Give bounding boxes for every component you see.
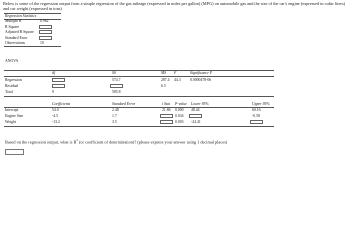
- anova-residual-label: Residual: [5, 84, 19, 88]
- anova-rule-bottom: [4, 96, 274, 97]
- coef-engine-p: 0.034: [175, 114, 184, 118]
- coef-weight-p: 0.003: [175, 120, 184, 124]
- coef-engine-lower-blank: [189, 114, 202, 118]
- coef-header-lower: Lower 95%: [191, 102, 209, 106]
- coef-weight-t-blank: [160, 120, 173, 124]
- r-square-label: R Square: [5, 24, 20, 29]
- multiple-r-value: 0.962: [40, 19, 49, 23]
- anova-header-ms: MS: [161, 71, 167, 75]
- coef-header-coef: Coefficients: [52, 102, 71, 106]
- anova-regression-ss: 574.7: [112, 78, 121, 82]
- question-text: [5, 138, 227, 144]
- coef-intercept-se: 2.48: [112, 108, 119, 112]
- coef-engine-coef: -4.5: [52, 114, 59, 118]
- adj-r-square-blank: [39, 30, 52, 34]
- question-sup: 2: [76, 138, 78, 142]
- anova-title: ANOVA: [5, 59, 19, 63]
- coef-intercept-p: 0.000: [175, 108, 184, 112]
- anova-regression-ms: 287.4: [161, 78, 170, 82]
- observations-value: 10: [40, 41, 44, 45]
- coef-engine-se: 1.7: [112, 114, 117, 118]
- problem-intro: Below is some of the regression output from a simple regression of the gas mileage (expressed in miles per gallon) (MPG) on automobile gas and the size of the car's engine (expressed in cubic liters) and car weight (expressed in tons): [3, 1, 346, 12]
- observations-label: Observations: [5, 41, 26, 45]
- anova-header-ss: SS: [112, 71, 116, 75]
- anova-header-sig: Significance F: [190, 71, 213, 75]
- anova-residual-ss-blank: [110, 84, 123, 88]
- anova-regression-label: Regression: [5, 78, 22, 82]
- question-before: Based on the regression output, what is R: [5, 139, 77, 145]
- anova-residual-df-blank: [52, 84, 65, 88]
- coef-intercept-lower: 48.44: [191, 108, 200, 112]
- reg-stats-rule-bottom: [4, 46, 61, 47]
- coef-engine-t-blank: [160, 114, 173, 118]
- anova-regression-df-blank: [52, 78, 65, 82]
- anova-regression-sig: 0.0000478-06: [190, 78, 212, 82]
- coef-header-t: t Stat: [162, 102, 170, 106]
- anova-total-df: 9: [52, 90, 54, 94]
- coef-header-p: P-value: [175, 102, 187, 106]
- coef-intercept-coef: 54.0: [52, 108, 59, 112]
- coef-header-se: Standard Error: [112, 102, 136, 106]
- multiple-r-label: Multiple R: [5, 19, 22, 23]
- coef-rule-mid: [4, 107, 274, 108]
- coef-intercept-upper: 60.16: [252, 108, 261, 112]
- question-after: (or coefficient of determination)? (please express your answer using 1 decimal places): [77, 139, 228, 145]
- coef-intercept-label: Intercept: [5, 108, 19, 112]
- reg-stats-title: Regression Statistics: [5, 14, 37, 18]
- coef-weight-lower: -24.41: [191, 120, 201, 124]
- r-square-blank: [39, 25, 52, 29]
- std-error-blank: [39, 36, 52, 40]
- coef-engine-label: Engine Size: [5, 114, 24, 118]
- std-error-label: Standard Error: [5, 35, 28, 40]
- coef-weight-upper-blank: [250, 120, 263, 124]
- anova-residual-ms: 6.5: [161, 84, 166, 88]
- anova-total-label: Total: [5, 90, 13, 94]
- coef-weight-se: 3.5: [112, 120, 117, 124]
- anova-header-f: F: [174, 71, 177, 75]
- anova-rule-top: [4, 70, 274, 71]
- anova-rule-mid: [4, 76, 274, 77]
- coef-intercept-t: 21.86: [162, 108, 171, 112]
- coef-header-upper: Upper 95%: [252, 102, 270, 106]
- coef-engine-upper: -0.58: [252, 114, 260, 118]
- coef-weight-coef: -13.2: [52, 120, 60, 124]
- anova-total-ss: 585.8: [112, 90, 121, 94]
- anova-regression-f: 44.3: [174, 78, 181, 82]
- coef-rule-bottom: [4, 126, 274, 127]
- anova-header-df: df: [52, 71, 55, 75]
- answer-input[interactable]: [5, 149, 24, 155]
- adj-r-square-label: Adjusted R Square: [5, 30, 34, 34]
- coef-weight-label: Weight: [5, 120, 16, 124]
